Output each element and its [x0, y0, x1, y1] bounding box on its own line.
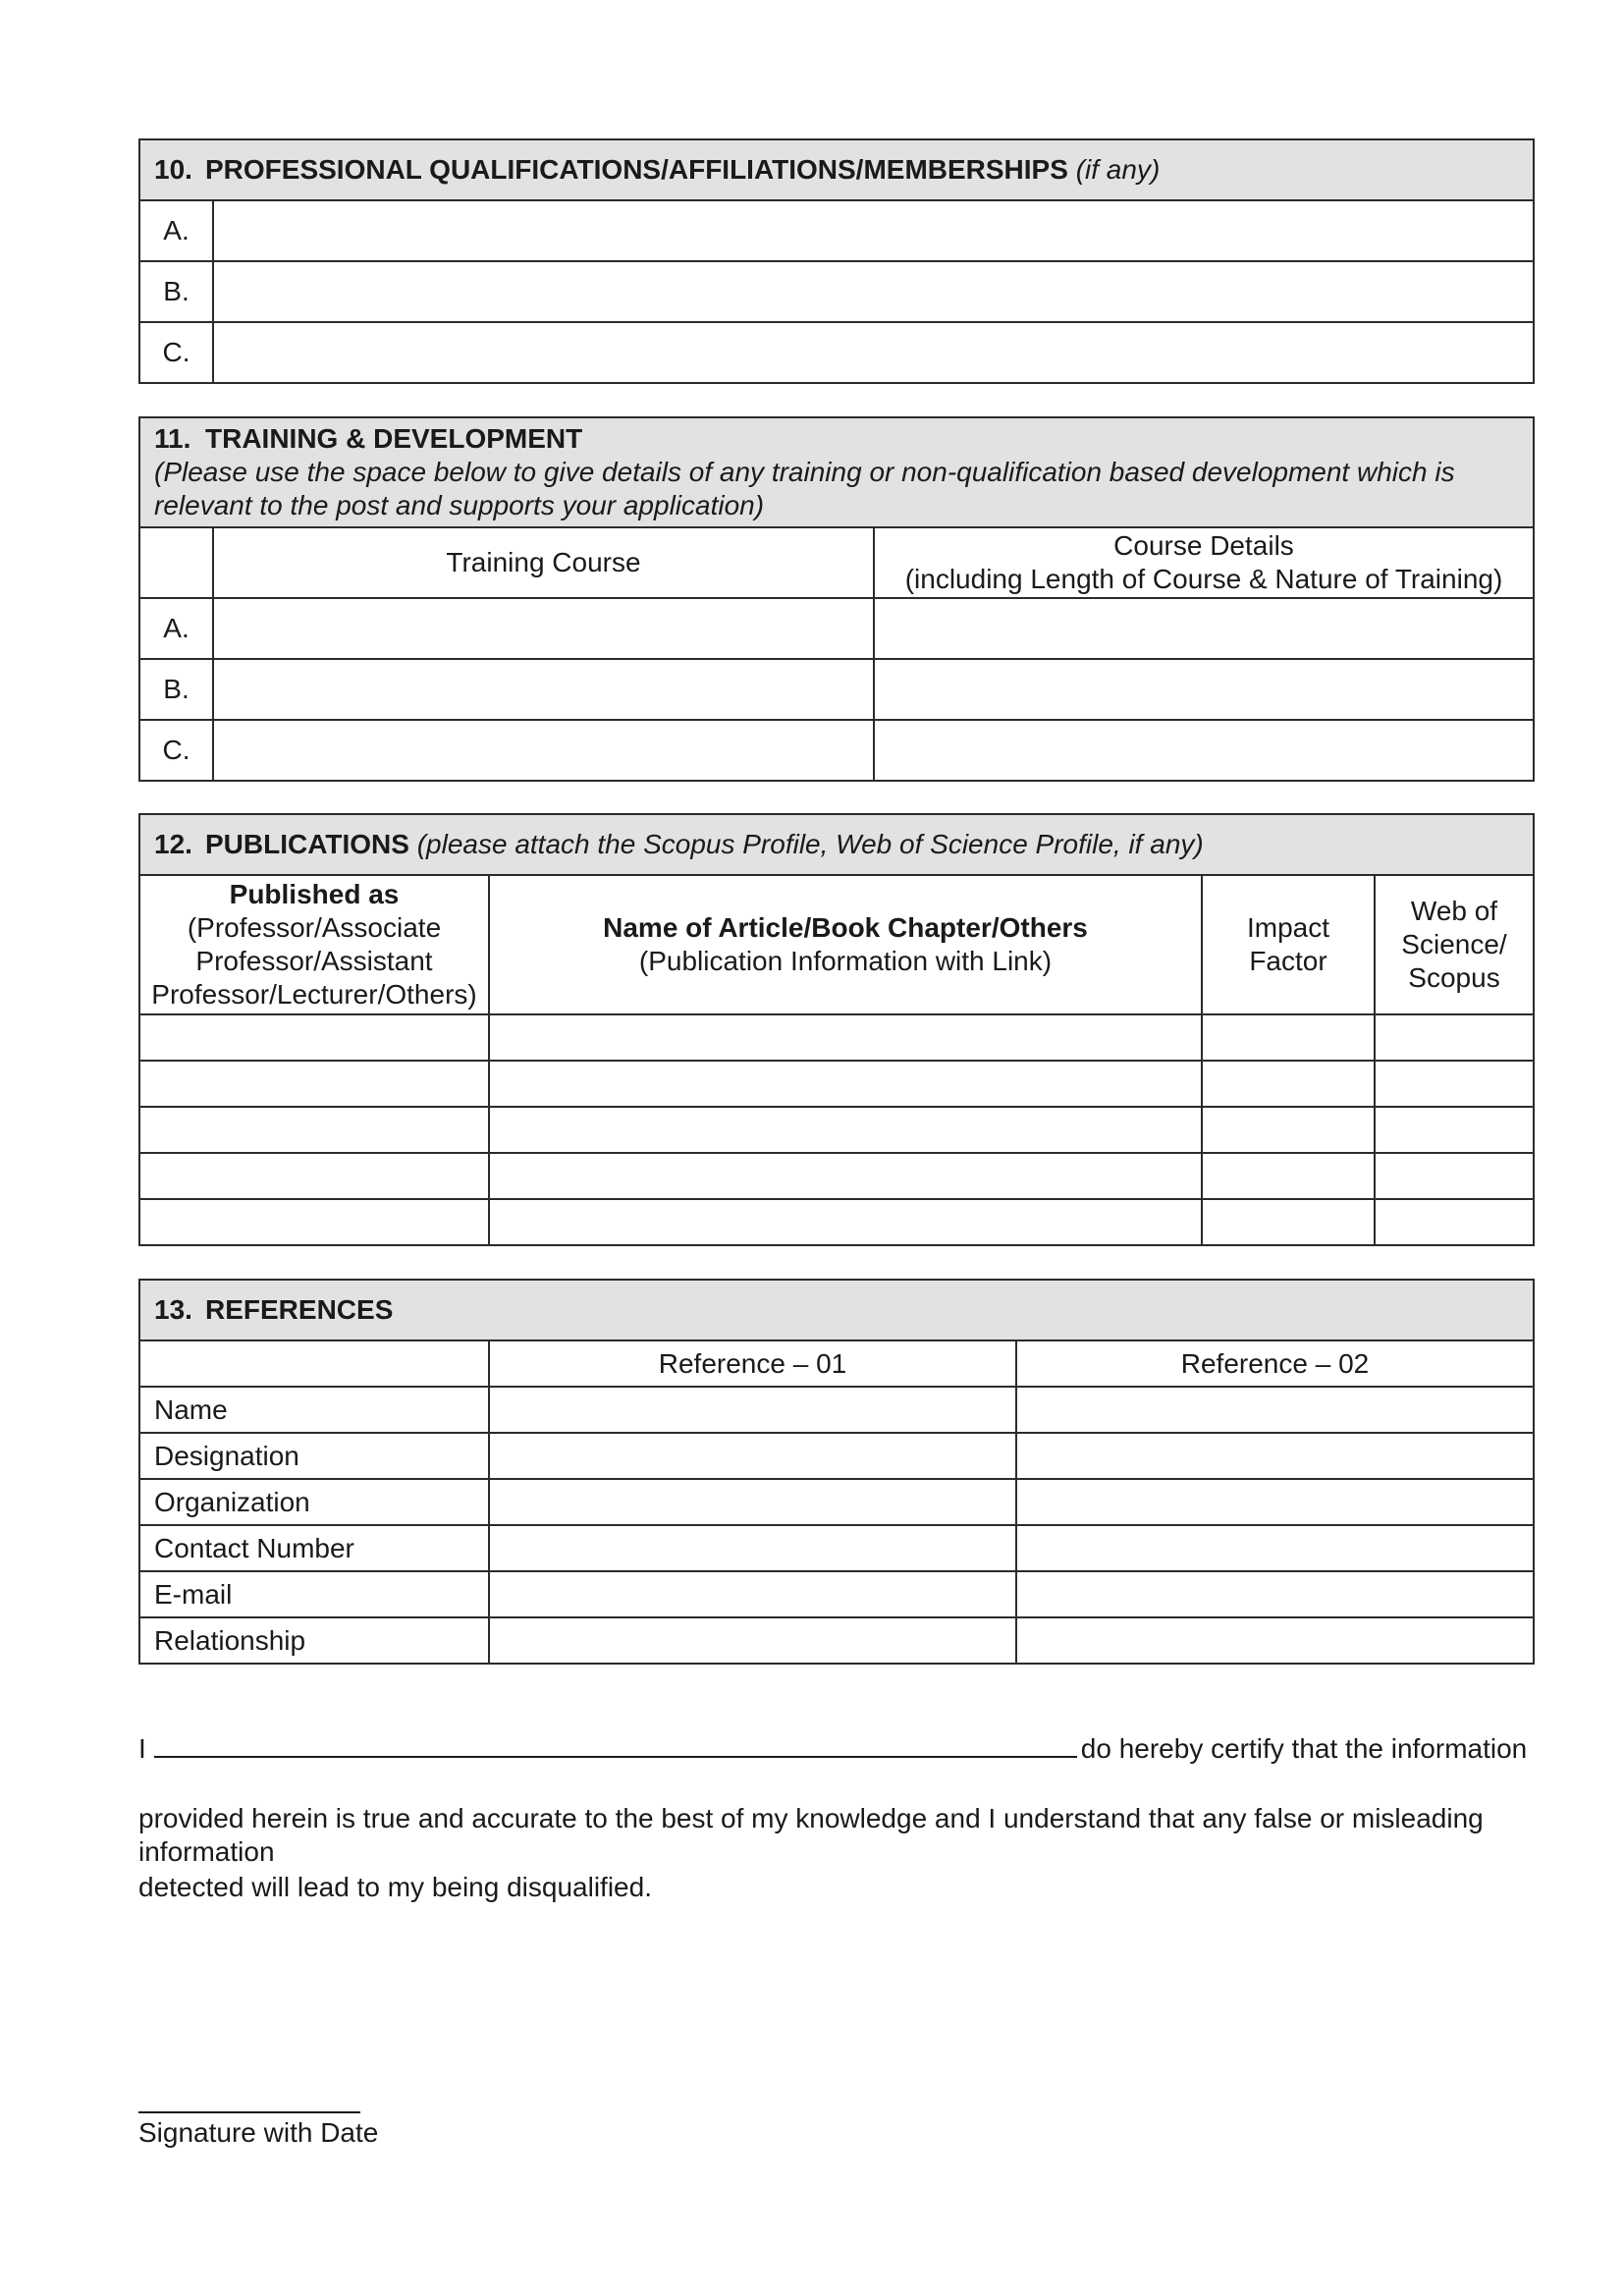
col-course-details-title: Course Details — [1113, 530, 1294, 561]
training-course-field-b[interactable] — [213, 659, 874, 720]
pub-cell[interactable] — [1202, 1107, 1375, 1153]
col-course-details — [874, 527, 1534, 598]
row-label-email: E-mail — [139, 1571, 489, 1617]
pub-cell[interactable] — [139, 1061, 489, 1107]
pub-cell[interactable] — [1375, 1061, 1534, 1107]
cert-line1-suffix: do hereby certify that the information — [1080, 1733, 1528, 1764]
ref1-email-field[interactable] — [489, 1571, 1016, 1617]
ref2-relationship-field[interactable] — [1016, 1617, 1534, 1664]
row-label-contact: Contact Number — [139, 1525, 489, 1571]
pub-cell[interactable] — [139, 1153, 489, 1199]
section-11-header — [139, 417, 1534, 527]
blank-header-cell — [139, 527, 213, 598]
course-details-field-a[interactable] — [874, 598, 1534, 659]
ref2-contact-field[interactable] — [1016, 1525, 1534, 1571]
row-label-name: Name — [139, 1387, 489, 1433]
col-web-of-science: Web of Science/ Scopus — [1375, 875, 1534, 1014]
pub-cell[interactable] — [489, 1153, 1202, 1199]
pub-cell[interactable] — [139, 1014, 489, 1061]
section-number: 13. — [154, 1294, 192, 1325]
row-label-organization: Organization — [139, 1479, 489, 1525]
qualification-field-a[interactable] — [213, 200, 1534, 261]
section-professional-qualifications — [138, 138, 1535, 384]
section-13-header — [139, 1280, 1534, 1340]
row-label: A. — [139, 598, 213, 659]
row-label: C. — [139, 322, 213, 383]
pub-cell[interactable] — [489, 1061, 1202, 1107]
section-training-development — [138, 416, 1535, 782]
col-published-as-subtitle: (Professor/Associate Professor/Assistant Professor/Lecturer/Others) — [151, 912, 477, 1010]
certification-line-1 — [138, 1732, 1543, 1766]
certification-line-2: provided herein is true and accurate to the best of my knowledge and I understand that any false or misleading information — [138, 1803, 1484, 1867]
qualification-field-c[interactable] — [213, 322, 1534, 383]
col-article-name-subtitle: (Publication Information with Link) — [638, 946, 1053, 976]
pub-cell[interactable] — [489, 1107, 1202, 1153]
training-course-field-a[interactable] — [213, 598, 874, 659]
ref2-name-field[interactable] — [1016, 1387, 1534, 1433]
col-reference-01: Reference – 01 — [489, 1340, 1016, 1387]
ref2-designation-field[interactable] — [1016, 1433, 1534, 1479]
pub-cell[interactable] — [489, 1199, 1202, 1245]
training-course-field-c[interactable] — [213, 720, 874, 781]
col-published-as — [139, 875, 489, 1014]
section-references — [138, 1279, 1535, 1665]
section-note: (Please use the space below to give details of any training or non-qualification based development which is relevant to the post and supports your application) — [154, 457, 1455, 520]
section-note: (please attach the Scopus Profile, Web of Science Profile, if any) — [416, 829, 1204, 859]
section-10-header — [139, 139, 1534, 200]
col-published-as-title: Published as — [229, 879, 400, 909]
signature-line[interactable] — [138, 2111, 360, 2113]
section-title: TRAINING & DEVELOPMENT — [205, 423, 583, 454]
course-details-field-c[interactable] — [874, 720, 1534, 781]
cert-prefix: I — [138, 1733, 146, 1764]
row-label: B. — [139, 659, 213, 720]
section-publications — [138, 813, 1535, 1246]
pub-cell[interactable] — [139, 1199, 489, 1245]
col-article-name-title: Name of Article/Book Chapter/Others — [603, 912, 1088, 943]
col-course-details-subtitle: (including Length of Course & Nature of Training) — [904, 564, 1503, 594]
pub-cell[interactable] — [1202, 1199, 1375, 1245]
pub-cell[interactable] — [139, 1107, 489, 1153]
ref1-relationship-field[interactable] — [489, 1617, 1016, 1664]
row-label: C. — [139, 720, 213, 781]
section-note: (if any) — [1075, 154, 1161, 185]
pub-cell[interactable] — [1375, 1153, 1534, 1199]
pub-cell[interactable] — [1375, 1014, 1534, 1061]
section-title: PROFESSIONAL QUALIFICATIONS/AFFILIATIONS/MEMBERSHIPS — [205, 154, 1068, 185]
pub-cell[interactable] — [1202, 1014, 1375, 1061]
col-reference-02: Reference – 02 — [1016, 1340, 1534, 1387]
row-label-designation: Designation — [139, 1433, 489, 1479]
applicant-name-blank[interactable] — [154, 1732, 1077, 1758]
pub-cell[interactable] — [1375, 1107, 1534, 1153]
section-title: PUBLICATIONS — [205, 829, 409, 859]
section-title: REFERENCES — [205, 1294, 394, 1325]
col-impact-factor: Impact Factor — [1202, 875, 1375, 1014]
section-number: 11. — [154, 423, 191, 454]
blank-header-cell — [139, 1340, 489, 1387]
ref2-organization-field[interactable] — [1016, 1479, 1534, 1525]
pub-cell[interactable] — [1375, 1199, 1534, 1245]
certification-line-3: detected will lead to my being disqualified. — [138, 1872, 652, 1902]
section-number: 10. — [154, 154, 192, 185]
row-label-relationship: Relationship — [139, 1617, 489, 1664]
section-number: 12. — [154, 829, 192, 859]
pub-cell[interactable] — [489, 1014, 1202, 1061]
col-training-course: Training Course — [213, 527, 874, 598]
qualification-field-b[interactable] — [213, 261, 1534, 322]
pub-cell[interactable] — [1202, 1153, 1375, 1199]
ref1-name-field[interactable] — [489, 1387, 1016, 1433]
pub-cell[interactable] — [1202, 1061, 1375, 1107]
row-label: A. — [139, 200, 213, 261]
row-label: B. — [139, 261, 213, 322]
col-article-name — [489, 875, 1202, 1014]
ref1-organization-field[interactable] — [489, 1479, 1016, 1525]
ref1-designation-field[interactable] — [489, 1433, 1016, 1479]
section-12-header — [139, 814, 1534, 875]
signature-label: Signature with Date — [138, 2117, 379, 2148]
ref2-email-field[interactable] — [1016, 1571, 1534, 1617]
ref1-contact-field[interactable] — [489, 1525, 1016, 1571]
course-details-field-b[interactable] — [874, 659, 1534, 720]
